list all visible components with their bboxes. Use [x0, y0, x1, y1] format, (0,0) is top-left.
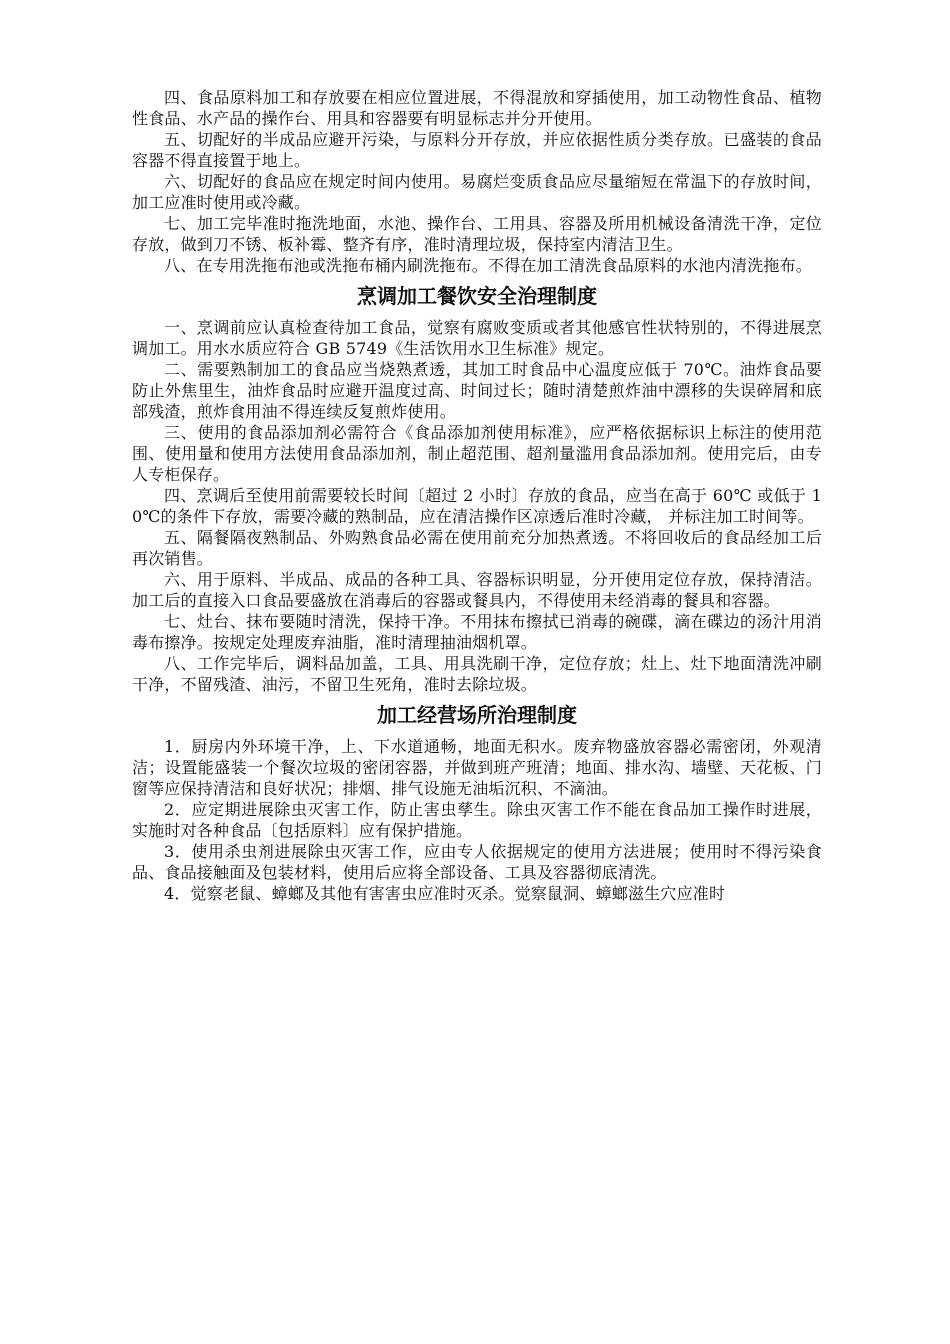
document-body	[132, 87, 822, 904]
premises-section	[132, 701, 822, 904]
intro-block	[132, 87, 822, 276]
premises-paragraph-4: 4．觉察老鼠、蟑螂及其他有害害虫应准时灭杀。觉察鼠洞、蟑螂滋生穴应准时	[164, 884, 726, 903]
intro-paragraph-8: 八、在专用洗拖布池或洗拖布桶内刷洗拖布。不得在加工清洗食品原料的水池内清洗拖布。	[164, 256, 813, 275]
intro-paragraph-6: 六、切配好的食品应在规定时间内使用。易腐烂变质食品应尽量缩短在常温下的存放时间，加工应准时使用或冷藏。	[132, 172, 822, 212]
intro-paragraph-7: 七、加工完毕准时拖洗地面，水池、操作台、工用具、容器及所用机械设备清洗干净，定位存放，做到刀不锈、板补霉、整齐有序，准时清理垃圾，保持室内清洁卫生。	[132, 214, 822, 254]
cooking-section	[132, 282, 822, 695]
premises-paragraph-3: 3．使用杀虫剂进展除虫灭害工作，应由专人依据规定的使用方法进展；使用时不得污染食品、食品接触面及包装材料，使用后应将全部设备、工具及容器彻底清洗。	[132, 842, 822, 882]
intro-paragraph-5: 五、切配好的半成品应避开污染，与原料分开存放，并应依据性质分类存放。已盛装的食品容器不得直接置于地上。	[132, 130, 822, 170]
premises-section-title: 加工经营场所治理制度	[377, 703, 577, 727]
cooking-paragraph-4: 四、烹调后至使用前需要较长时间〔超过 2 小时〕存放的食品，应当在高于 60℃ 或低于 10℃的条件下存放，需要冷藏的熟制品，应在清洁操作区凉透后准时冷藏， 并标注加工时间等。	[132, 486, 822, 526]
premises-paragraph-1: 1．厨房内外环境干净，上、下水道通畅，地面无积水。废弃物盛放容器必需密闭，外观清洁；设置能盛装一个餐次垃圾的密闭容器，并做到班产班清；地面、排水沟、墙壁、天花板、门窗等应保持清洁和良好状况；排烟、排气设施无油垢沉积、不滴油。	[132, 737, 822, 798]
cooking-paragraph-5: 五、隔餐隔夜熟制品、外购熟食品必需在使用前充分加热煮透。不将回收后的食品经加工后再次销售。	[132, 528, 822, 568]
cooking-paragraph-8: 八、工作完毕后，调料品加盖，工具、用具洗刷干净，定位存放；灶上、灶下地面清洗冲刷干净，不留残渣、油污，不留卫生死角，准时去除垃圾。	[132, 654, 822, 694]
cooking-section-title: 烹调加工餐饮安全治理制度	[357, 284, 597, 308]
cooking-paragraph-1: 一、烹调前应认真检查待加工食品，觉察有腐败变质或者其他感官性状特别的，不得进展烹调加工。用水水质应符合 GB 5749《生活饮用水卫生标准》规定。	[132, 318, 822, 358]
cooking-paragraph-3: 三、使用的食品添加剂必需符合《食品添加剂使用标准》，应严格依据标识上标注的使用范围、使用量和使用方法使用食品添加剂，制止超范围、超剂量滥用食品添加剂。使用完后，由专人专柜保存。	[132, 423, 822, 484]
premises-paragraph-2: 2．应定期进展除虫灭害工作，防止害虫孳生。除虫灭害工作不能在食品加工操作时进展，实施时对各种食品〔包括原料〕应有保护措施。	[132, 800, 822, 840]
cooking-paragraph-2: 二、需要熟制加工的食品应当烧熟煮透，其加工时食品中心温度应低于 70℃。油炸食品要防止外焦里生，油炸食品时应避开温度过高、时间过长；随时清楚煎炸油中漂移的失误碎屑和底部残渣，煎炸食用油不得连续反复煎炸使用。	[132, 360, 822, 421]
cooking-paragraph-7: 七、灶台、抹布要随时清洗，保持干净。不用抹布擦拭已消毒的碗碟，滴在碟边的汤汁用消毒布擦净。按规定处理废弃油脂，准时清理抽油烟机罩。	[132, 612, 822, 652]
cooking-paragraph-6: 六、用于原料、半成品、成品的各种工具、容器标识明显，分开使用定位存放，保持清洁。加工后的直接入口食品要盛放在消毒后的容器或餐具内，不得使用未经消毒的餐具和容器。	[132, 570, 822, 610]
intro-paragraph-4: 四、食品原料加工和存放要在相应位置进展，不得混放和穿插使用，加工动物性食品、植物性食品、水产品的操作台、用具和容器要有明显标志并分开使用。	[132, 88, 822, 128]
